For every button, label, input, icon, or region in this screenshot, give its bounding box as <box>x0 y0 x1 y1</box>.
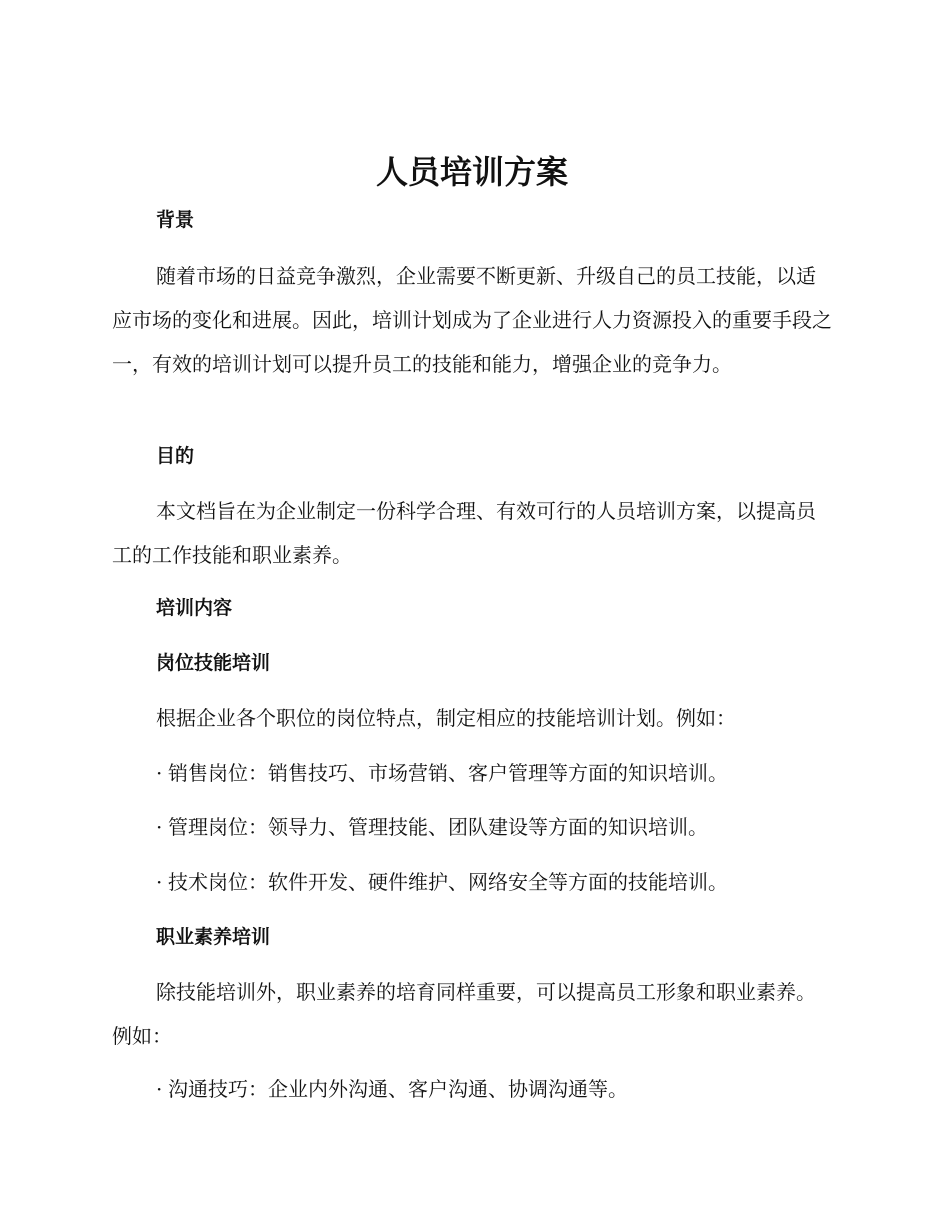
list-item <box>156 867 728 897</box>
section-heading-professional: 职业素养培训 <box>156 926 271 948</box>
bullet-icon: · <box>156 761 163 785</box>
purpose-paragraph: 本文档旨在为企业制定一份科学合理、有效可行的人员培训方案，以提高员工的工作技能和职业素养。 <box>112 499 816 567</box>
background-paragraph: 随着市场的日益竞争激烈，企业需要不断更新、升级自己的员工技能，以适应市场的变化和进展。因此，培训计划成为了企业进行人力资源投入的重要手段之一，有效的培训计划可以提升员工的技能和能力，增强企业的竞争力。 <box>112 264 832 376</box>
document-title: 人员培训方案 <box>375 153 568 191</box>
list-item-text: 技术岗位：软件开发、硬件维护、网络安全等方面的技能培训。 <box>168 870 728 894</box>
list-item-text: 管理岗位：领导力、管理技能、团队建设等方面的知识培训。 <box>168 815 708 839</box>
list-item-text: 沟通技巧：企业内外沟通、客户沟通、协调沟通等。 <box>168 1077 628 1101</box>
list-item-text: 销售岗位：销售技巧、市场营销、客户管理等方面的知识培训。 <box>168 761 728 785</box>
section-heading-content: 培训内容 <box>156 597 233 619</box>
list-item <box>156 812 708 842</box>
bullet-icon: · <box>156 815 163 839</box>
section-heading-purpose: 目的 <box>156 445 195 467</box>
section-heading-job-skills: 岗位技能培训 <box>156 652 271 674</box>
professional-paragraph: 除技能培训外，职业素养的培育同样重要，可以提高员工形象和职业素养。例如： <box>112 980 816 1048</box>
section-heading-background: 背景 <box>156 209 195 231</box>
list-item <box>156 1074 628 1104</box>
list-item <box>156 758 728 788</box>
bullet-icon: · <box>156 1077 163 1101</box>
bullet-icon: · <box>156 870 163 894</box>
job-skills-intro: 根据企业各个职位的岗位特点，制定相应的技能培训计划。例如： <box>156 706 736 730</box>
